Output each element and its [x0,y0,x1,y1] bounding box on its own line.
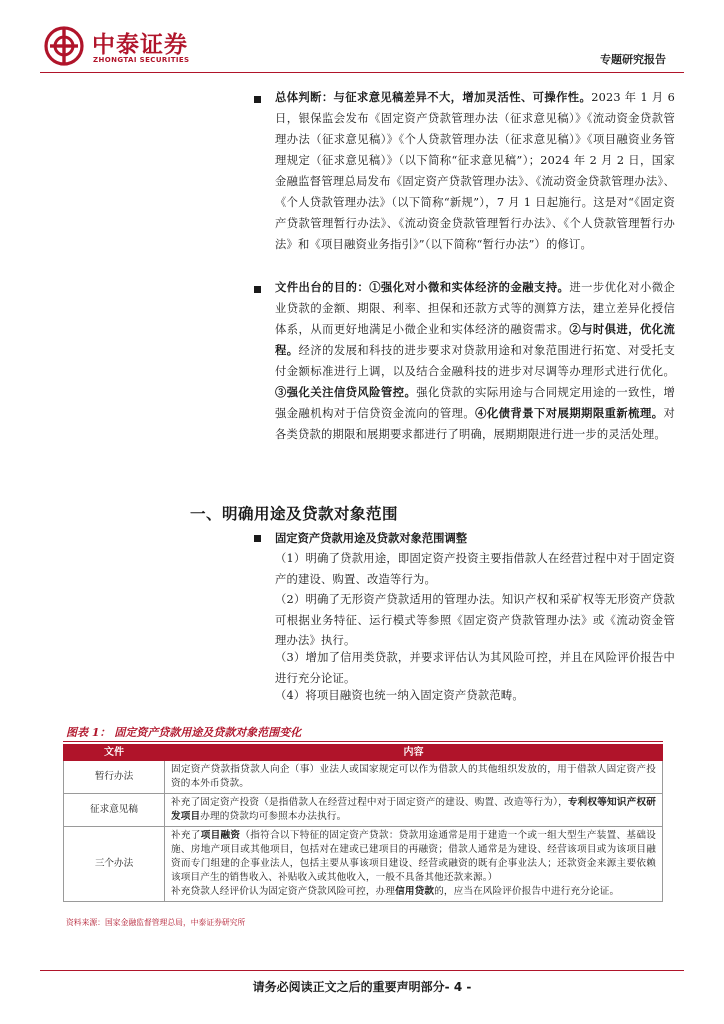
header-divider [40,72,684,73]
purpose-paragraph [275,277,675,445]
text-run: 办理的贷款均可参照本办法执行。 [200,811,347,822]
text-run-bold: 信用贷款 [395,886,435,897]
text-run-bold: 专利权等知识产权研发项目 [171,797,656,822]
purpose-point-3: 强化贷款的实际用途与合同规定用途的一致性，增强金融机构对于信贷资金流向的管理。 [275,386,676,420]
table-row [64,827,663,902]
section-title: 一、明确用途及贷款对象范围 [190,505,399,523]
summary-paragraph [275,87,675,255]
cell-content: 固定资产贷款指贷款人向企（事）业法人或国家规定可以作为借款人的其他组织发放的，用于借款人固定资产投资的本外币贷款。 [165,761,663,794]
table-caption: 图表 1： 固定资产贷款用途及贷款对象范围变化 [66,726,302,739]
brand-name-cn: 中泰证券 [92,32,188,58]
purpose-lead: 文件出台的目的： [275,280,370,294]
table-header-row [64,745,663,761]
text-run: 补充了固定资产投资（是指借款人在经营过程中对于固定资产的建设、购置、改造等行为）， [171,797,568,808]
bullet-icon [254,535,261,542]
zhongtai-logo-icon [44,26,84,66]
header-file: 文件 [64,745,165,761]
header-content: 内容 [165,745,663,761]
footer [0,978,724,995]
footer-disclaimer: 请务必阅读正文之后的重要声明部分 [252,980,445,994]
page-number: - 4 - [444,980,472,994]
bullet-icon [254,286,261,293]
text-run: 的，应当在风险评价报告中进行充分论证。 [434,886,620,897]
purpose-point-4-title: ④化债背景下对展期期限重新梳理。 [475,406,664,420]
text-run: （指符合以下特征的固定资产贷款：贷款用途通常是用于建造一个或一组大型生产装置、基础设施、房地产项目或其他项目，包括对在建或已建项目的再融资；借款人通常是为建设、经营该项目或为该项目融资而专门组建的企事业法人，包括主要从事该项目建设、经营或融资的既有企事业法人；还款资金来源主要依赖该项目产生的销售收入、补贴收入或其他收入，一般不具备其他还款来源。） [171,830,656,883]
table-source: 资料来源：国家金融监督管理总局，中泰证券研究所 [66,918,246,927]
section-subtitle: 固定资产贷款用途及贷款对象范围调整 [275,532,468,545]
list-item: （4）将项目融资也统一纳入固定资产贷款范畴。 [275,689,524,702]
comparison-table [63,744,663,902]
table-row [64,794,663,827]
cell-content [165,827,663,902]
summary-lead: 总体判断：与征求意见稿差异不大，增加灵活性、可操作性。 [275,90,592,104]
bullet-icon [254,96,261,103]
purpose-point-1-title: ①强化对小微和实体经济的金融支持。 [369,280,570,294]
purpose-point-3-title: ③强化关注信贷风险管控。 [275,385,417,399]
cell-file: 暂行办法 [64,761,165,794]
text-run: 补充了 [171,830,201,841]
purpose-point-2-title: ②与时俱进，优化流程。 [275,322,675,357]
caption-divider [63,741,663,742]
purpose-point-4: 对各类贷款的期限和展期要求都进行了明确，展期期限进行进一步的灵活处理。 [275,407,676,441]
table-row [64,761,663,794]
report-type: 专题研究报告 [600,53,666,66]
summary-body: 2023 年 1 月 6 日，银保监会发布《固定资产贷款管理办法（征求意见稿）》《流动资金贷款管理办法（征求意见稿）》《个人贷款管理办法（征求意见稿）》《项目融资业务管理规定（征求意见稿）》（以下简称“征求意见稿”）；2024 年 2 月 2 日，国家金融监督管理总局发布《固定资产贷款管理办法》、《流动资金贷款管理办法》、《个人贷款管理办法》（以下简称“新规”），7 月 1 日起施行。这是对“《固定资产贷款管理暂行办法》、《流动资金贷款管理暂行办法》、《个人贷款管理暂行办法》和《项目融资业务指引》”（以下简称“暂行办法”）的修订。 [275,91,676,251]
cell-file: 征求意见稿 [64,794,165,827]
text-run-bold: 项目融资 [200,830,241,841]
purpose-point-2: 经济的发展和科技的进步要求对贷款用途和对象范围进行拓宽、对受托支付金额标准进行上调，以及结合金融科技的进步对尽调等办理形式进行优化。 [275,344,675,378]
text-run: 补充贷款人经评价认为固定资产贷款风险可控，办理 [171,886,396,897]
purpose-point-1: 进一步优化对小微企业贷款的金额、期限、利率、担保和还款方式等的测算方法，建立差异化授信体系，从而更好地满足小微企业和实体经济的融资需求。 [275,281,676,336]
list-item: （2）明确了无形资产贷款适用的管理办法。知识产权和采矿权等无形资产贷款可根据业务特征、运行模式等参照《固定资产贷款管理办法》或《流动资金管理办法》执行。 [275,593,675,647]
cell-content [165,794,663,827]
cell-file: 三个办法 [64,827,165,902]
brand-name-en: ZHONGTAI SECURITIES [93,56,190,64]
footer-divider [40,970,684,971]
list-item: （3）增加了信用类贷款，并要求评估认为其风险可控，并且在风险评价报告中进行充分论证。 [275,651,675,685]
list-item: （1）明确了贷款用途，即固定资产投资主要指借款人在经营过程中对于固定资产的建设、购置、改造等行为。 [275,552,675,586]
